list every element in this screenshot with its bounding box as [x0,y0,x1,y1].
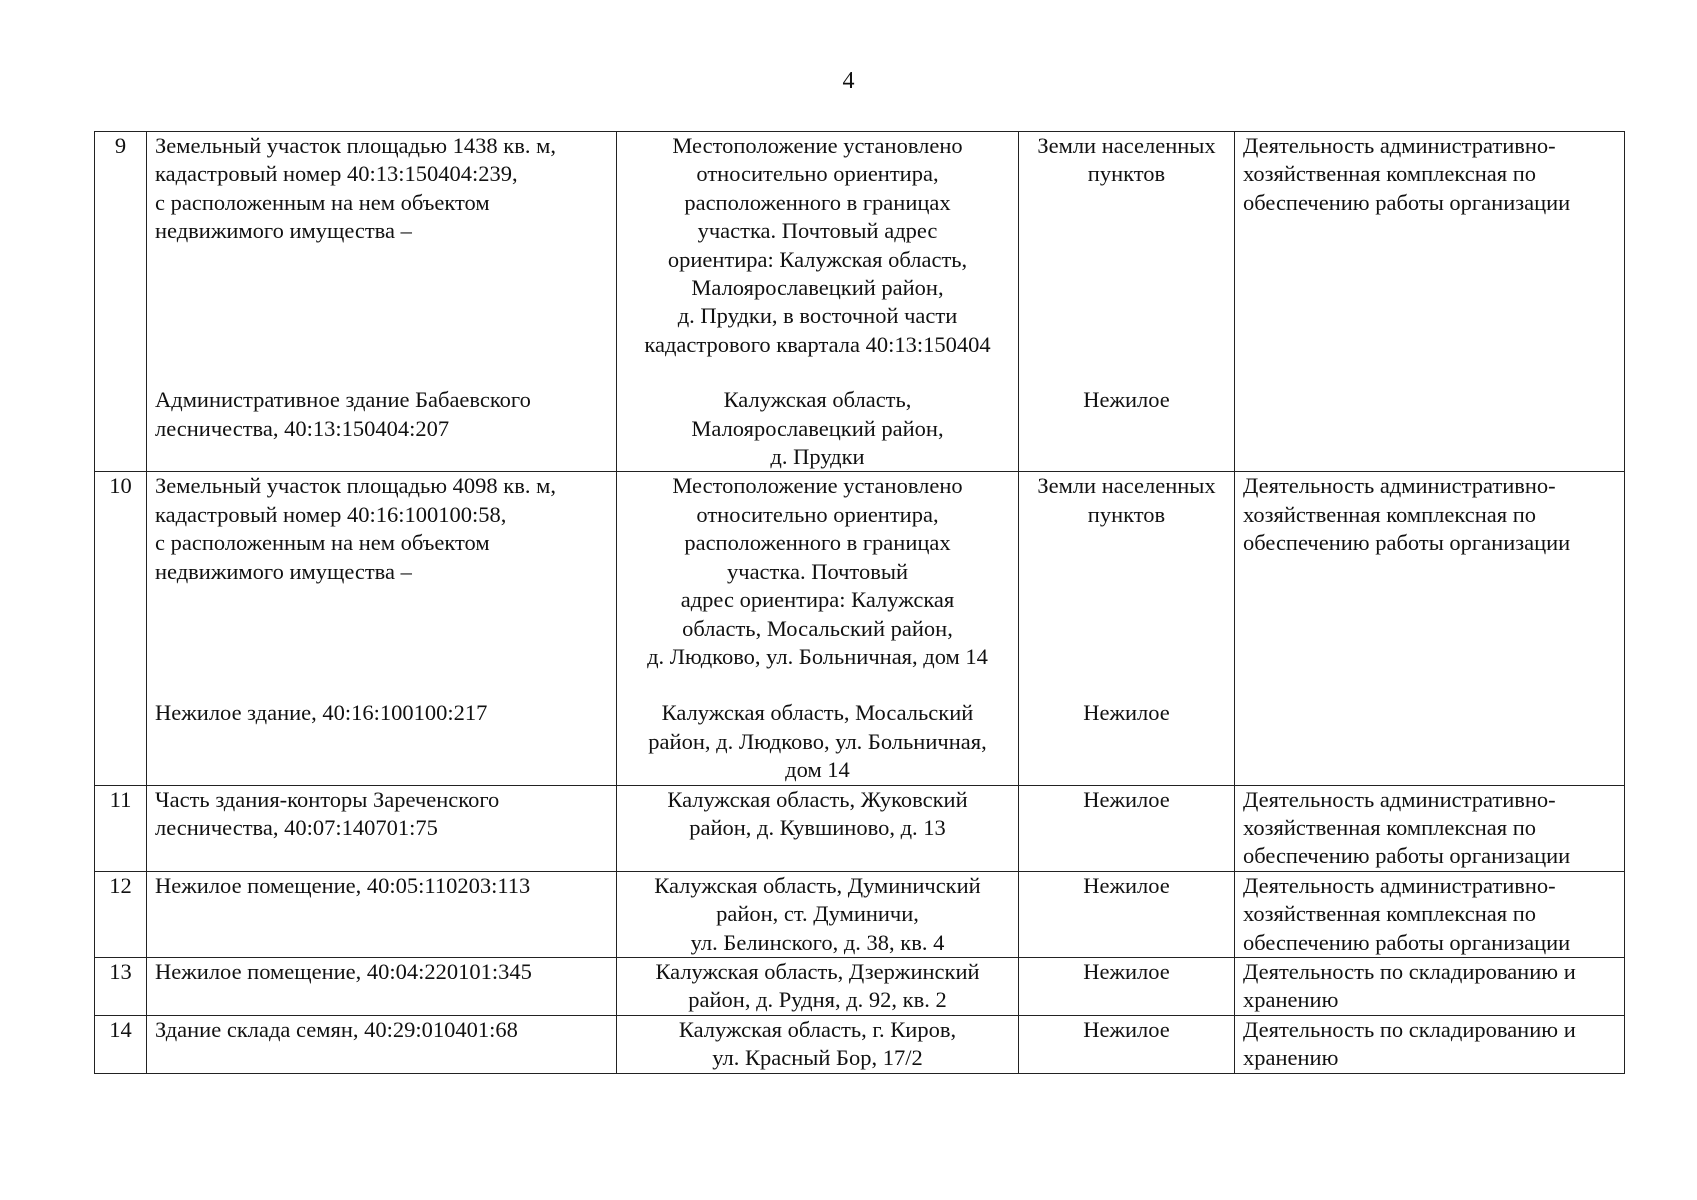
object-location [617,871,1019,957]
permitted-use-line: Деятельность административно- [1243,786,1556,812]
spacer [1027,189,1226,217]
table-row [95,472,1625,785]
permitted-use [1235,957,1625,1015]
permitted-use [1235,472,1625,785]
spacer [155,246,608,274]
row-number: 13 [95,957,147,1015]
table-row [95,871,1625,957]
permitted-use-line: Деятельность по складированию и [1243,958,1576,984]
spacer [155,586,608,614]
permitted-use-line: обеспечению работы организации [1243,929,1571,955]
spacer [1027,558,1226,586]
permitted-use-line: хозяйственная комплексная по [1243,814,1537,840]
spacer [155,331,608,359]
object-location-line: д. Прудки [770,444,865,470]
object-category-line: Нежилое [1083,387,1170,413]
object-category-line: пунктов [1087,501,1166,527]
object-location-line: относительно ориентира, [696,501,939,527]
row-number: 12 [95,871,147,957]
object-location [617,472,1019,785]
spacer [1027,246,1226,274]
table-row [95,132,1625,472]
object-name [147,132,617,472]
object-category-line: Нежилое [1083,958,1170,984]
permitted-use-line: Деятельность административно- [1243,473,1556,499]
object-location-line: расположенного в границах [684,189,951,215]
object-location-line: ориентира: Калужская область, [667,246,968,272]
object-name-line: с расположенным на нем объектом [155,189,490,215]
object-category [1019,785,1235,871]
object-name-line: с расположенным на нем объектом [155,530,490,556]
permitted-use-line: хозяйственная комплексная по [1243,161,1537,187]
object-name-line: кадастровый номер 40:13:150404:239, [155,161,518,187]
permitted-use-line: Деятельность административно- [1243,133,1556,158]
object-category-line: Нежилое [1083,786,1170,812]
permitted-use-line: хранению [1243,1045,1339,1071]
permitted-use-line: обеспечению работы организации [1243,843,1571,869]
permitted-use-line: Деятельность административно- [1243,872,1556,898]
object-name-line: Земельный участок площадью 1438 кв. м, [155,133,556,158]
object-name [147,472,617,785]
object-name-line: Административное здание Бабаевского [155,387,531,413]
permitted-use [1235,785,1625,871]
object-category-line: Земли населенных [1037,133,1216,158]
object-name-line: Здание склада семян, 40:29:010401:68 [155,1016,518,1042]
permitted-use-line: обеспечению работы организации [1243,530,1571,556]
object-name-line: лесничества, 40:07:140701:75 [155,814,438,840]
spacer [1027,217,1226,245]
table-row [95,957,1625,1015]
object-category-line: Земли населенных [1037,473,1216,499]
object-location-line: район, д. Рудня, д. 92, кв. 2 [688,987,947,1013]
object-category-line: Нежилое [1083,700,1170,726]
spacer [1027,302,1226,330]
object-category [1019,957,1235,1015]
object-location-line: дом 14 [785,757,850,783]
spacer [1027,586,1226,614]
permitted-use-line: хранению [1243,987,1339,1013]
object-location-line: адрес ориентира: Калужская [680,587,955,613]
permitted-use-line: обеспечению работы организации [1243,189,1571,215]
object-name-line: Нежилое помещение, 40:05:110203:113 [155,872,531,898]
spacer [155,274,608,302]
spacer [155,671,608,699]
permitted-use [1235,1015,1625,1073]
table-row [95,1015,1625,1073]
row-number: 14 [95,1015,147,1073]
object-name-line: недвижимого имущества – [155,558,412,584]
object-name-line: Нежилое здание, 40:16:100100:217 [155,700,488,726]
table-row [95,785,1625,871]
spacer [1027,615,1226,643]
object-category-line: Нежилое [1083,1016,1170,1042]
object-location-line: область, Мосальский район, [682,615,953,641]
object-name [147,1015,617,1073]
row-number: 11 [95,785,147,871]
spacer [1027,359,1226,386]
object-name [147,957,617,1015]
spacer [625,359,1010,386]
row-number: 9 [95,132,147,472]
spacer [155,615,608,643]
object-name-line: лесничества, 40:13:150404:207 [155,415,450,441]
spacer [155,643,608,671]
object-location [617,957,1019,1015]
permitted-use-line: Деятельность по складированию и [1243,1016,1576,1042]
object-location-line: Местоположение установлено [672,473,963,499]
object-location-line: район, д. Кувшиново, д. 13 [689,814,946,840]
spacer [1027,643,1226,671]
object-category-line: пунктов [1087,161,1166,187]
spacer [1027,671,1226,699]
object-location-line: участка. Почтовый адрес [697,218,938,244]
object-name [147,785,617,871]
object-category [1019,472,1235,785]
spacer [155,359,608,386]
object-location-line: ул. Белинского, д. 38, кв. 4 [690,929,945,955]
object-location-line: Калужская область, Жуковский [667,786,968,812]
permitted-use-line: хозяйственная комплексная по [1243,501,1537,527]
object-location-line: Местоположение установлено [672,133,963,158]
object-location-line: Малоярославецкий район, [691,275,944,301]
object-location-line: относительно ориентира, [696,161,939,187]
object-location-line: расположенного в границах [684,530,951,556]
object-location-line: Калужская область, г. Киров, [678,1016,957,1042]
object-category [1019,871,1235,957]
permitted-use [1235,871,1625,957]
spacer [1027,529,1226,557]
object-location-line: Калужская область, Думиничский [654,872,981,898]
page-number: 4 [842,68,855,94]
spacer [1027,274,1226,302]
object-name [147,871,617,957]
object-name-line: недвижимого имущества – [155,218,412,244]
object-category [1019,132,1235,472]
object-location-line: Калужская область, [723,387,912,413]
object-location-line: район, ст. Думиничи, [716,901,919,927]
spacer [155,302,608,330]
object-location-line: ул. Красный Бор, 17/2 [712,1045,923,1071]
object-location [617,132,1019,472]
object-name-line: Часть здания-конторы Зареченского [155,786,500,812]
object-name-line: Земельный участок площадью 4098 кв. м, [155,473,556,499]
spacer [1027,331,1226,359]
object-location-line: д. Людково, ул. Больничная, дом 14 [647,643,988,669]
permitted-use-line: хозяйственная комплексная по [1243,901,1537,927]
object-location-line: Малоярославецкий район, [691,415,944,441]
object-location-line: Калужская область, Мосальский [661,700,974,726]
object-location [617,785,1019,871]
spacer [625,671,1010,699]
object-name-line: кадастровый номер 40:16:100100:58, [155,501,507,527]
object-location-line: д. Прудки, в восточной части [677,303,958,329]
property-table [94,131,1625,1074]
table-body [95,132,1625,1074]
object-category [1019,1015,1235,1073]
row-number: 10 [95,472,147,785]
object-location-line: участка. Почтовый [727,558,908,584]
object-location [617,1015,1019,1073]
object-location-line: район, д. Людково, ул. Больничная, [648,728,987,754]
permitted-use [1235,132,1625,472]
object-location-line: кадастрового квартала 40:13:150404 [644,331,991,357]
object-category-line: Нежилое [1083,872,1170,898]
object-name-line: Нежилое помещение, 40:04:220101:345 [155,958,532,984]
object-location-line: Калужская область, Дзержинский [655,958,980,984]
